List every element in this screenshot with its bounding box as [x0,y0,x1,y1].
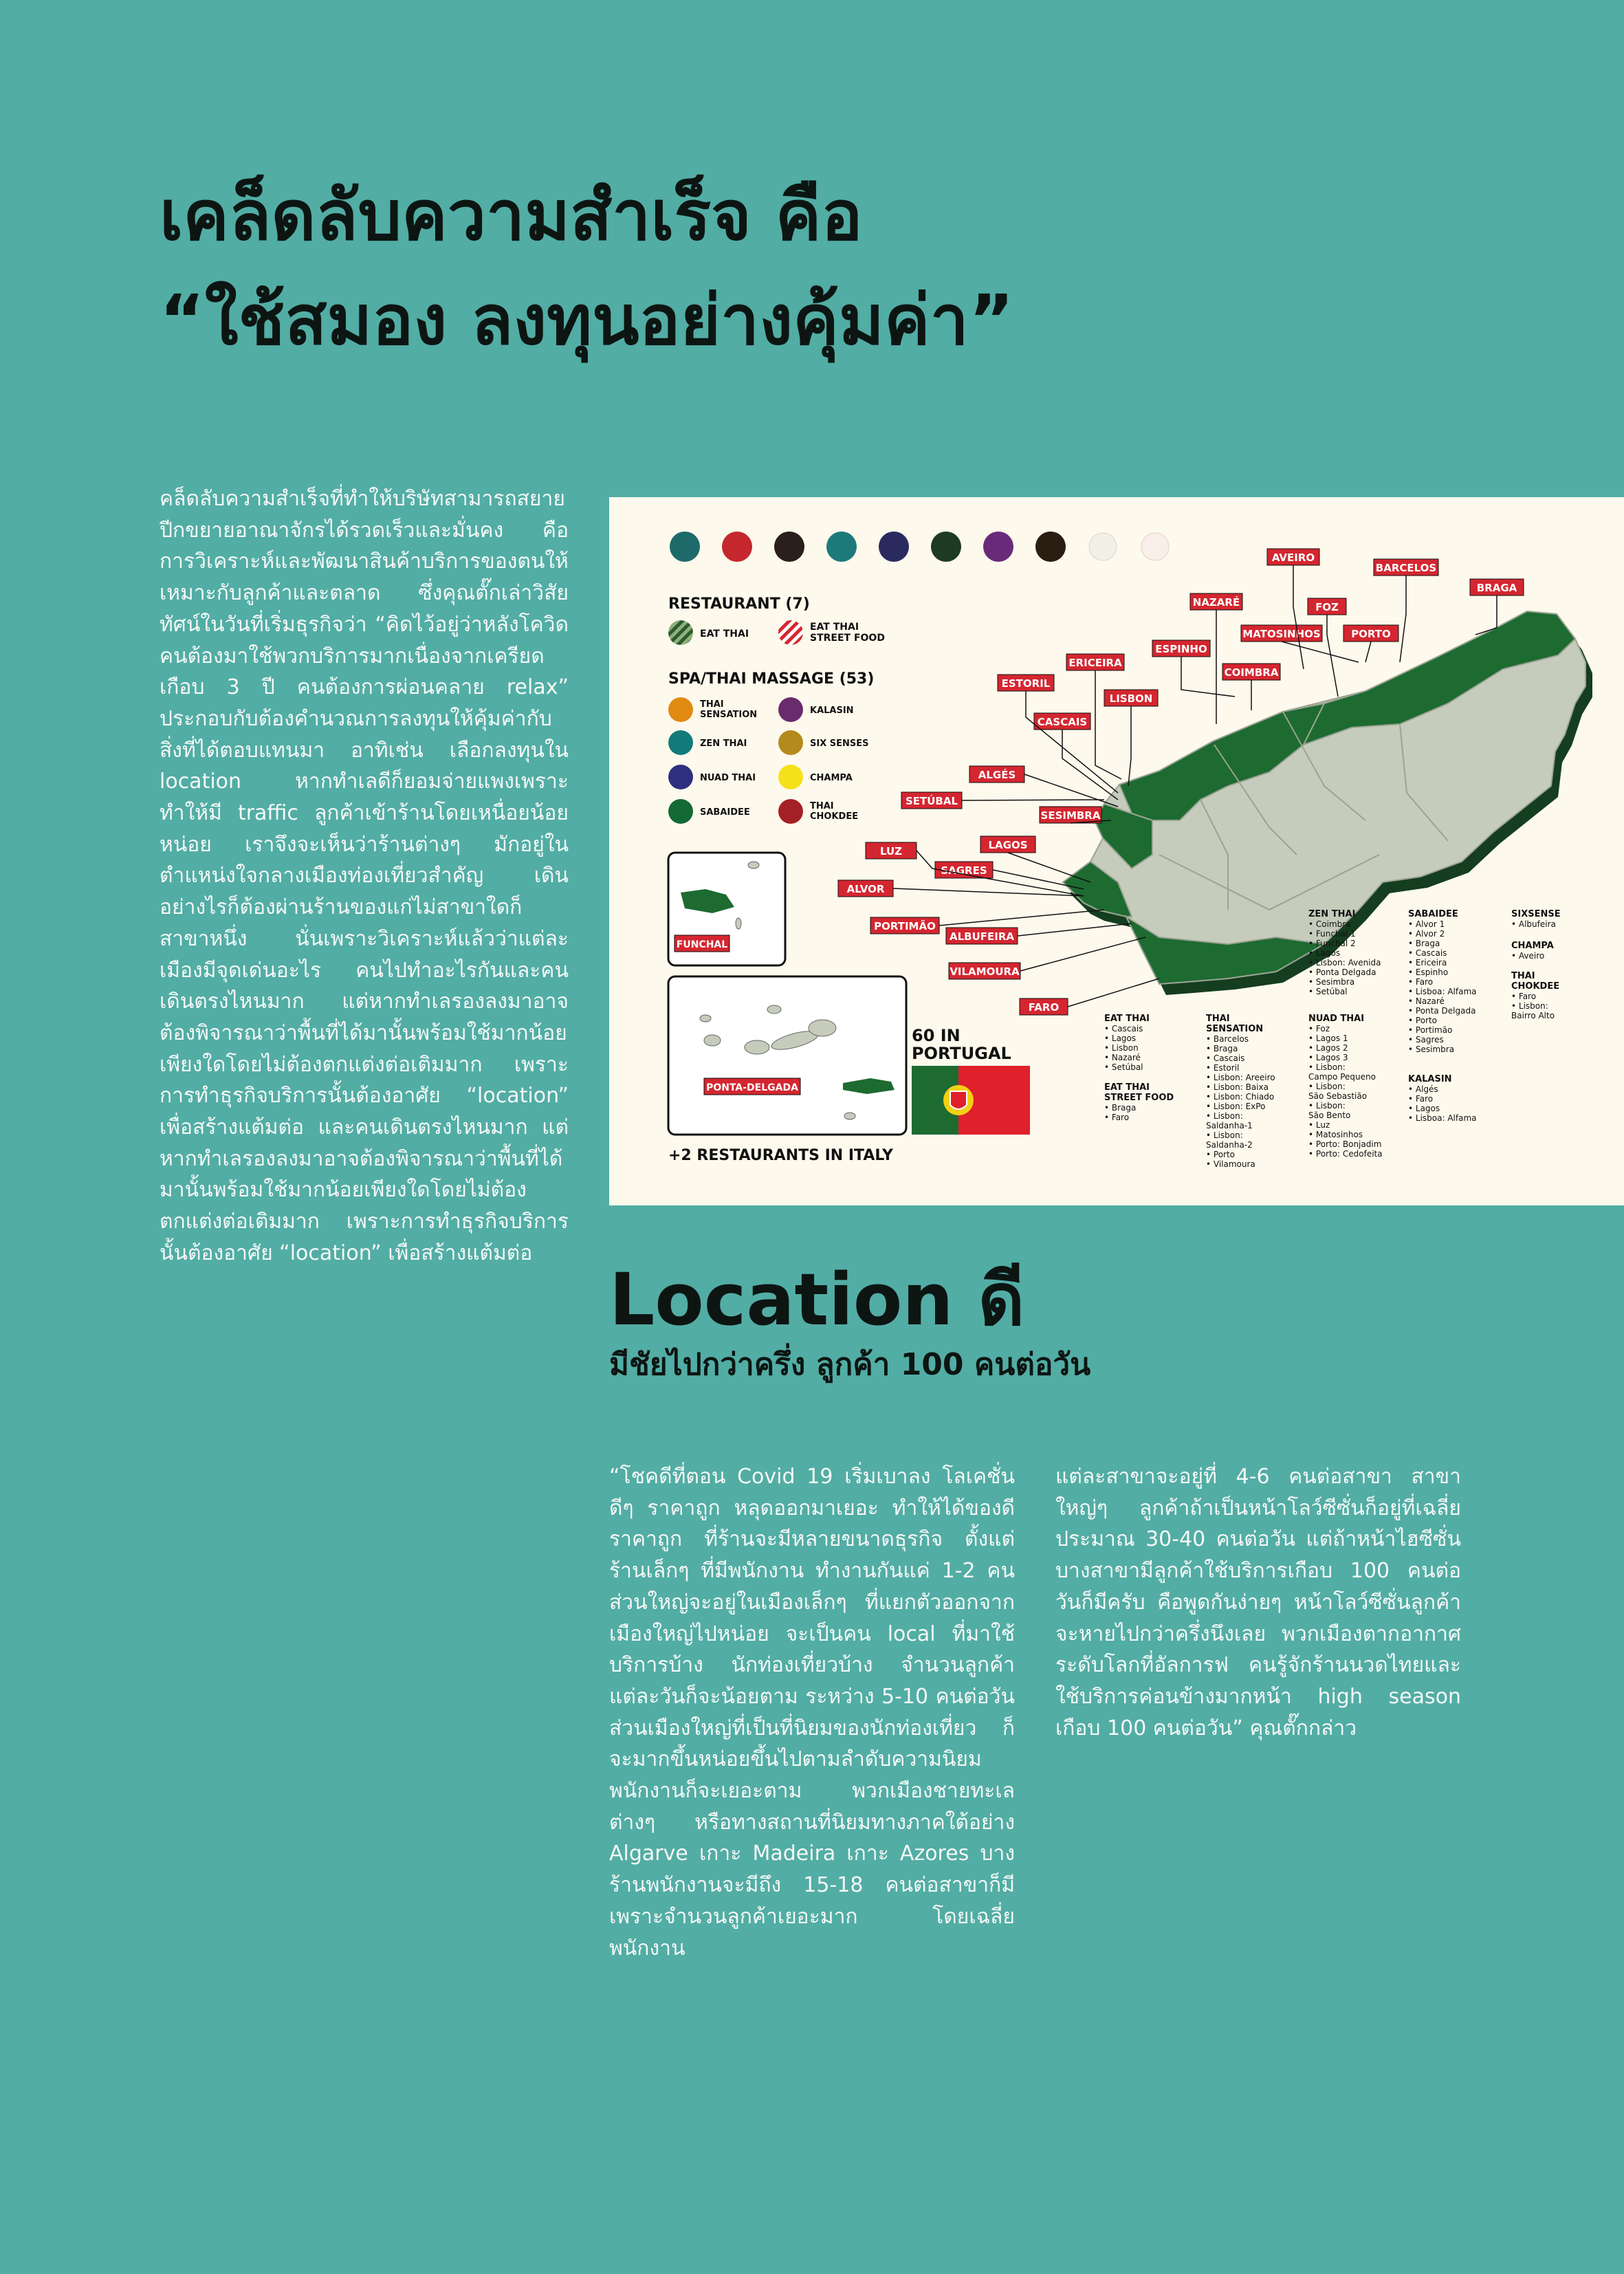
branch-list-item: • Lisbon: [1308,1062,1346,1072]
branch-list-item: • Lisbon: Areeiro [1206,1073,1275,1082]
branch-list-item: • Lisboa: Alfama [1408,987,1477,996]
branch-list-title: THAI [1206,1014,1230,1024]
branch-list-item: • Lagos 1 [1308,1034,1348,1043]
svg-text:LISBON: LISBON [1109,692,1153,705]
svg-text:PORTIMÃO: PORTIMÃO [874,920,936,932]
city-label [1034,713,1090,730]
branch-list-title: SENSATION [1206,1024,1264,1034]
branch-list-item: • Lisbon: [1206,1111,1243,1121]
brand-logos [670,532,1169,562]
svg-text:SESIMBRA: SESIMBRA [1040,809,1101,822]
svg-text:ERICEIRA: ERICEIRA [1068,657,1122,669]
branch-list-item: • Braga [1408,939,1440,948]
branch-list [1308,1014,1383,1159]
branch-list-item: • Coimbra [1308,919,1351,929]
branch-list-title: EAT THAI [1104,1082,1150,1093]
branch-list-item: • Lisbon: [1511,1001,1548,1011]
branch-list-item: • Ponta Delgada [1408,1006,1476,1016]
branch-list-item: • Foz [1308,1024,1330,1034]
branch-list [1308,909,1381,996]
branch-list-title: KALASIN [1408,1074,1452,1084]
branch-list-item: Campo Pequeno [1308,1072,1376,1082]
city-label [1104,690,1158,706]
city-label [866,842,917,859]
branch-list-item: • Vilamoura [1206,1159,1255,1169]
city-label [1267,549,1319,565]
svg-text:ESTORIL: ESTORIL [1001,677,1051,690]
branch-list-item: • Luz [1308,1120,1330,1130]
svg-text:ALBUFEIRA: ALBUFEIRA [949,930,1015,943]
location-subtitle: มีชัยไปกว่าครึ่ง ลูกค้า 100 คนต่อวัน [609,1347,1091,1382]
city-label [1152,640,1210,657]
branch-list-item: • Sagres [1408,1035,1444,1045]
svg-text:ESPINHO: ESPINHO [1155,643,1207,655]
branch-list-title: CHOKDEE [1511,981,1560,992]
branch-list-item: • Espinho [1408,967,1449,977]
svg-text:SABAIDEE: SABAIDEE [700,807,750,818]
headline [160,164,1191,373]
count-label: 60 IN PORTUGAL [912,1026,1011,1063]
branch-list-title: STREET FOOD [1104,1093,1174,1103]
branch-map-infographic [609,497,1624,1205]
svg-text:KALASIN: KALASIN [810,706,854,716]
branch-list-item: • Lagos 3 [1308,1053,1348,1062]
svg-text:COIMBRA: COIMBRA [1224,666,1279,679]
branch-list-item: Saldanha-1 [1206,1121,1253,1130]
city-label [980,836,1035,853]
branch-list-item: São Bento [1308,1111,1351,1120]
italy-label: +2 RESTAURANTS IN ITALY [668,1147,893,1164]
branch-list-item: • Setúbal [1308,987,1348,996]
branch-list-item: • Faro [1408,977,1434,987]
branch-list-item: • Lisbon: Avenida [1308,958,1381,967]
svg-text:ALVOR: ALVOR [846,883,885,895]
svg-text:VILAMOURA: VILAMOURA [950,965,1020,978]
city-label [1374,559,1438,576]
branch-list-item: • Estoril [1206,1063,1240,1073]
branch-list-item: Saldanha-2 [1206,1140,1253,1150]
svg-text:BRAGA: BRAGA [1476,582,1517,594]
city-label [870,917,939,934]
svg-text:ALGÉS: ALGÉS [978,769,1016,781]
svg-text:PONTA-DELGADA: PONTA-DELGADA [706,1082,798,1093]
branch-list-item: São Sebastião [1308,1091,1368,1101]
branch-list-title: EAT THAI [1104,1014,1150,1024]
branch-list-item: • Cascais [1104,1024,1143,1034]
city-label [1066,654,1124,670]
branch-list-item: • Ericeira [1408,958,1447,967]
city-label [1020,998,1068,1015]
svg-text:FARO: FARO [1028,1001,1060,1014]
branch-list-item: • Lisbon: [1308,1101,1346,1111]
city-label [969,766,1024,783]
restaurant-heading: RESTAURANT (7) [668,595,810,613]
city-label [1241,625,1322,642]
svg-text:CASCAIS: CASCAIS [1037,716,1088,728]
city-label [901,792,962,809]
branch-list-item: • Portimão [1408,1025,1453,1035]
branch-list [1408,909,1477,1054]
svg-text:CHAMPA: CHAMPA [810,773,853,783]
branch-list-item: • Lisbon [1104,1043,1139,1053]
branch-list-title: ZEN THAI [1308,909,1356,919]
branch-list-item: • Sesimbra [1308,977,1355,987]
city-label [1308,598,1346,615]
city-label [1040,807,1101,823]
branch-list [1104,1082,1174,1122]
city-label [949,963,1020,979]
eat-thai-street-food-legend: EAT THAI STREET FOOD [810,622,885,644]
branch-list-item: • Alvor 1 [1408,919,1445,929]
branch-list [1104,1014,1150,1072]
branch-list-title: NUAD THAI [1308,1014,1365,1024]
azores-inset [668,976,906,1135]
map-graphic [609,497,1624,1205]
branch-list-title: SABAIDEE [1408,909,1458,919]
branch-list-item: • Lisbon: [1206,1130,1243,1140]
branch-list-item: • Nazaré [1104,1053,1141,1062]
branch-list-item: • Setúbal [1104,1062,1143,1072]
svg-text:BARCELOS: BARCELOS [1375,562,1437,574]
branch-list-item: • Cascais [1206,1053,1245,1063]
svg-text:NUAD THAI: NUAD THAI [700,773,756,783]
branch-list-item: • Lisbon: Chiado [1206,1092,1275,1102]
branch-list-item: • Faro [1408,1094,1434,1104]
branch-list-item: • Faro [1104,1113,1130,1122]
branch-list-item: • Barcelos [1206,1034,1249,1044]
svg-text:LAGOS: LAGOS [988,839,1028,851]
branch-list-title: CHAMPA [1511,941,1554,951]
body-column-2: แต่ละสาขาจะอยู่ที่ 4-6 คนต่อสาขา สาขาใหญ่ๆ ลูกค้าถ้าเป็นหน้าโลว์ซีซั่นก็อยู่ที่เฉลี่ยประมาณ 30-40 คนต่อวัน แต่ถ้าหน้าไฮซีซั่น บางสาขามีลูกค้าใช้บริการเกือบ 100 คนต่อวันก็มีครับ คือพูดกันง่ายๆ หน้าโลว์ซีซั่นลูกค้าจะหายไปกว่าครึ่งนึงเลย พวกเมืองตากอากาศระดับโลกที่อัลการฟ คนรู้จักร้านนวดไทยและใช้บริการค่อนข้างมากหน้า high season เกือบ 100 คนต่อวัน” คุณตั๊กกล่าว [1055,1465,1461,1740]
branch-list-item: • Lagos [1408,1104,1440,1113]
branch-list-item: • Sesimbra [1408,1045,1455,1054]
svg-text:MATOSINHOS: MATOSINHOS [1242,628,1321,640]
city-label [1190,593,1242,610]
branch-list-item: • Aveiro [1511,951,1545,961]
branch-list [1206,1014,1275,1169]
branch-list-item: • Lisbon: [1308,1082,1346,1091]
branch-list-item: • Algés [1408,1084,1438,1094]
branch-list-item: • Braga [1206,1044,1238,1053]
branch-list-item: • Lisbon: Baixa [1206,1082,1269,1092]
body-column-1: “โชคดีที่ตอน Covid 19 เริ่มเบาลง โลเคชั่นดีๆ ราคาถูก หลุดออกมาเยอะ ทำให้ได้ของดีราคาถูก ที่ร้านจะมีหลายขนาดธุรกิจ ตั้งแต่ร้านเล็กๆ ที่มีพนักงาน ทำงานกันแค่ 1-2 คน ส่วนใหญ่จะอยู่ในเมืองเล็กๆ ที่แยกตัวออกจากเมืองใหญ่ไปหน่อย จะเป็นคน local ที่มาใช้บริการบ้าง นักท่องเที่ยวบ้าง จำนวนลูกค้าแต่ละวันก็จะน้อยตาม ระหว่าง 5-10 คนต่อวัน ส่วนเมืองใหญ่ที่เป็นที่นิยมของนักท่องเที่ยว ก็จะมากขึ้นหน่อยขึ้นไปตามลำดับความนิยม พนักงานก็จะเยอะตาม พวกเมืองชายทะเลต่างๆ หรือทางสถานที่นิยมทางภาคใต้อย่าง Algarve เกาะ Madeira เกาะ Azores บางร้านพนักงานจะมีถึง 15-18 คนต่อสาขาก็มี เพราะจำนวนลูกค้าเยอะมาก โดยเฉลี่ยพนักงาน [609,1465,1015,1960]
eat-thai-street-food-swatch [778,620,803,645]
branch-list-item: • Albufeira [1511,919,1556,929]
city-label [935,862,993,878]
city-label [1343,625,1398,642]
branch-list-item: • Alvor 2 [1408,929,1445,939]
branch-list-item: • Lagos 2 [1308,1043,1348,1053]
eat-thai-legend: EAT THAI [700,628,749,639]
branch-list-item: • Porto [1408,1016,1438,1025]
svg-text:FOZ: FOZ [1315,601,1339,613]
city-label [1470,579,1524,595]
branch-list-title: THAI [1511,971,1535,981]
branch-list-item: • Lagos [1308,948,1341,958]
branch-list-item: • Funchal 1 [1308,929,1356,939]
portugal-flag [912,1066,1030,1135]
branch-list-item: • Funchal 2 [1308,939,1356,948]
branch-list-item: Bairro Alto [1511,1011,1555,1020]
svg-text:PORTO: PORTO [1351,628,1391,640]
branch-list-item: • Ponta Delgada [1308,967,1376,977]
branch-list-item: • Lisboa: Alfama [1408,1113,1477,1123]
headline-line-1: เคล็ดลับความสำเร็จ คือ [160,175,863,256]
city-label [998,675,1054,691]
branch-list [1408,1074,1477,1123]
svg-text:AVEIRO: AVEIRO [1271,551,1315,564]
branch-list-item: • Lagos [1104,1034,1137,1043]
left-column-text: คล็ดลับความสำเร็จที่ทำให้บริษัทสามารถสยายปีกขยายอาณาจักรได้รวดเร็วและมั่นคง คือ การวิเคราะห์และพัฒนาสินค้าบริการของตนให้เหมาะกับลูกค้าและตลาด ซึ่งคุณตั๊กเล่าวิสัยทัศน์ในวันที่เริ่มธุรกิจว่า “คิดไว้อยู่ว่าหลังโควิดคนต้องมาใช้พวกบริการมากเนื่องจากเครียดเกือบ 3 ปี คนต้องการผ่อนคลาย relax” ประกอบกับต้องคำนวณการลงทุนให้คุ้มค่ากับสิ่งที่ได้ตอบแทนมา อาทิเช่น เลือกลงทุนใน location หากทำเลดีก็ยอมจ่ายแพงเพราะทำให้มี traffic ลูกค้าเข้าร้านโดยเหนื่อยน้อยหน่อย เราจึงจะเห็นว่าร้านต่างๆ มักอยู่ในตำแหน่งใจกลางเมืองท่องเที่ยวสำคัญ เดินอย่างไรก็ต้องผ่านร้านของแก่ไม่สาขาใดก็สาขาหนึ่ง นั่นเพราะวิเคราะห์แล้วว่าแต่ละเมืองมีจุดเด่นอะไร คนไปทำอะไรกันและคนเดินตรงไหนมาก แต่หากทำเลรองลงมาอาจต้องพิจารณาว่าพื้นที่ได้มานั้นพร้อมใช้มากน้อยเพียงใดโดยไม่ต้องตกแต่งต่อเติมมาก เพราะการทำธุรกิจบริการนั้นต้องอาศัย “location” เพื่อสร้างแต้มต่อ และคนเดินตรงไหนมาก แต่หากทำเลรองลงมาอาจต้องพิจารณาว่าพื้นที่ได้มานั้นพร้อมใช้มากน้อยเพียงใดโดยไม่ต้องตกแต่งต่อเติมมาก เพราะการทำธุรกิจบริการนั้นต้องอาศัย “location” เพื่อสร้างแต้มต่อ [160,487,569,1265]
svg-text:NAZARÉ: NAZARÉ [1192,596,1240,609]
madeira-inset [668,853,785,965]
svg-text:LUZ: LUZ [879,845,903,857]
branch-list-item: • Braga [1104,1103,1137,1113]
svg-text:THAISENSATION: THAI SENSATION [700,699,758,720]
svg-text:SIX SENSES: SIX SENSES [810,739,869,749]
city-label [946,928,1018,944]
spa-heading: SPA/THAI MASSAGE (53) [668,670,875,688]
svg-text:ZEN THAI: ZEN THAI [700,739,747,749]
eat-thai-swatch [668,620,693,645]
city-label [1222,664,1280,680]
branch-list-item: • Porto: Bonjadim [1308,1139,1382,1149]
city-label [838,880,893,897]
branch-list-item: • Faro [1511,992,1537,1001]
svg-text:THAICHOKDEE: THAI CHOKDEE [810,801,859,822]
branch-list-item: • Cascais [1408,948,1447,958]
branch-list-item: • Lisbon: ExPo [1206,1102,1266,1111]
branch-list-item: • Porto: Cedofeita [1308,1149,1383,1159]
branch-list-item: • Porto [1206,1150,1236,1159]
spa-legend [668,697,868,824]
svg-text:FUNCHAL: FUNCHAL [676,939,728,950]
branch-list-item: • Matosinhos [1308,1130,1363,1139]
headline-line-2: “ใช้สมอง ลงทุนอย่างคุ้มค่า” [160,280,1014,360]
branch-list-item: • Nazaré [1408,996,1445,1006]
svg-text:SAGRES: SAGRES [941,864,987,877]
branch-list [1511,909,1561,929]
branch-list [1511,941,1554,961]
svg-text:SETÚBAL: SETÚBAL [905,795,958,807]
branch-list [1511,971,1559,1020]
branch-list-title: SIXSENSE [1511,909,1561,919]
location-title: Location ดี [609,1258,1025,1342]
